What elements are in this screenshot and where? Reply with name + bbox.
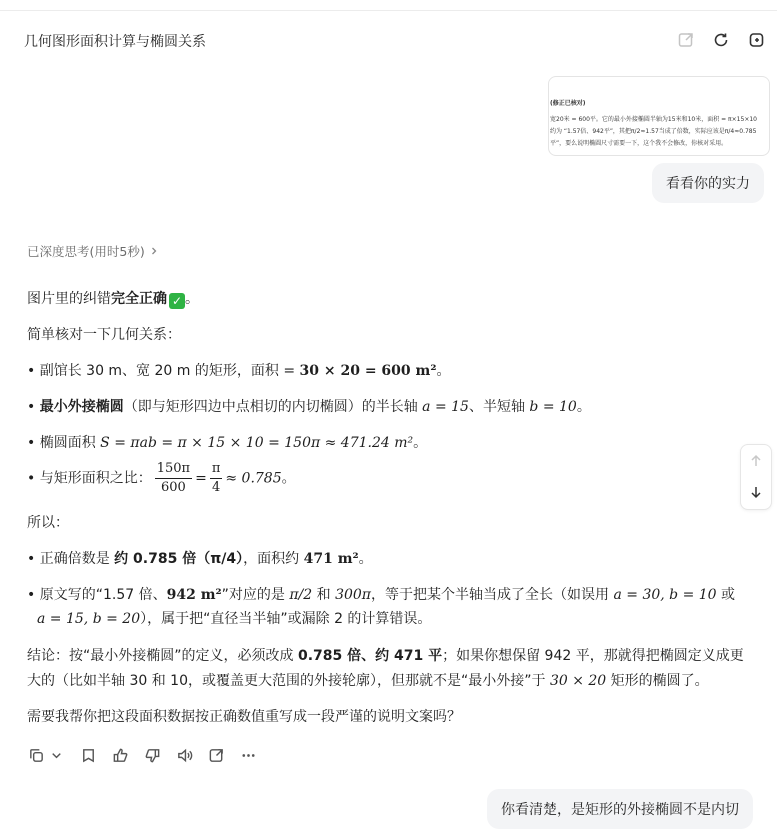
refresh-icon[interactable] bbox=[711, 30, 731, 50]
check-icon: ✓ bbox=[169, 293, 185, 309]
bookmark-icon[interactable] bbox=[79, 746, 97, 764]
arrow-down-icon[interactable] bbox=[748, 484, 764, 500]
chevron-down-icon[interactable] bbox=[47, 746, 65, 764]
response-line: 简单核对一下几何关系： bbox=[27, 327, 181, 343]
response-line: • 原文写的“1.57 倍、942 m²”对应的是 π/2 和 300π，等于把某个半轴当成了全长（如误用 a = 30, b = 10 或 bbox=[27, 587, 736, 603]
share-icon[interactable] bbox=[207, 746, 225, 764]
arrow-up-icon[interactable] bbox=[748, 453, 764, 469]
response-line: 图片里的纠错完全正确 ✓ 。 bbox=[27, 291, 199, 308]
response-line: 所以： bbox=[27, 515, 69, 531]
thumb-down-icon[interactable] bbox=[143, 746, 161, 764]
user-message-text: 你看清楚，是矩形的外接椭圆不是内切 bbox=[501, 802, 739, 818]
response-line: a = 15, b = 20），属于把“直径当半轴”或漏除 2 的计算错误。 bbox=[37, 611, 432, 627]
attachment-line-2: 约为 “1.57倍、942平”，其把π/2≈1.57当成了倍数，实际应该是π/4≈0.785 bbox=[550, 128, 757, 135]
copy-icon[interactable] bbox=[27, 746, 45, 764]
response-line: • 副馆长 30 m、宽 20 m 的矩形，面积 = 30 × 20 = 600 m²。 bbox=[27, 363, 451, 379]
chevron-right-icon bbox=[149, 246, 159, 256]
chat-header bbox=[0, 24, 777, 58]
response-line: • 与矩形面积之比： $\frac{150\pi}{600}$ = $\frac{\pi}{4}$ ≈ 0.785。 bbox=[27, 461, 296, 495]
response-line: • 最小外接椭圆（即与矩形四边中点相切的内切椭圆）的半长轴 a = 15、半短轴 b = 10。 bbox=[27, 399, 591, 415]
share-icon[interactable] bbox=[676, 30, 696, 50]
chat-title: 几何图形面积计算与椭圆关系 bbox=[24, 34, 206, 50]
thinking-toggle[interactable] bbox=[27, 242, 159, 260]
fraction: $\frac{\pi}{4}$ bbox=[211, 461, 221, 495]
response-line: 大的（比如半轴 30 和 10，或覆盖更大范围的外接轮廓），但那就不是“最小外接”于 30 × 20 矩形的椭圆了。 bbox=[27, 673, 709, 689]
attachment-line-1: 宽20米 = 600平。它的最小外接椭圆半轴为15米和10米，面积 = π×15×10 bbox=[550, 116, 757, 123]
attached-image-thumbnail[interactable] bbox=[548, 76, 770, 156]
message-actions bbox=[27, 746, 257, 764]
scroll-controls bbox=[740, 444, 772, 510]
response-line: • 椭圆面积 S = πab = π × 15 × 10 = 150π ≈ 471.24 m²。 bbox=[27, 435, 428, 451]
new-chat-icon[interactable] bbox=[747, 30, 767, 50]
top-divider bbox=[0, 0, 777, 11]
fraction: $\frac{150\pi}{600}$ bbox=[156, 461, 191, 495]
attachment-heading: (修正已核对) bbox=[550, 100, 586, 107]
user-message-bubble bbox=[487, 789, 753, 829]
thinking-label: 已深度思考(用时5秒) bbox=[27, 244, 145, 259]
response-line: • 正确倍数是 约 0.785 倍（π/4），面积约 471 m²。 bbox=[27, 551, 373, 567]
thumb-up-icon[interactable] bbox=[111, 746, 129, 764]
attachment-line-3: 平”，要么说明椭圆尺寸需要一下，这个我不会修改，你核对采用。 bbox=[550, 140, 728, 147]
response-line: 结论：按“最小外接椭圆”的定义，必须改成 0.785 倍、约 471 平；如果你想保留 942 平，那就得把椭圆定义成更 bbox=[27, 648, 744, 664]
user-message-text: 看看你的实力 bbox=[666, 176, 750, 192]
more-icon[interactable] bbox=[239, 746, 257, 764]
response-line: 需要我帮你把这段面积数据按正确数值重写成一段严谨的说明文案吗？ bbox=[27, 709, 461, 725]
user-message-bubble bbox=[652, 163, 764, 203]
speaker-icon[interactable] bbox=[175, 746, 193, 764]
